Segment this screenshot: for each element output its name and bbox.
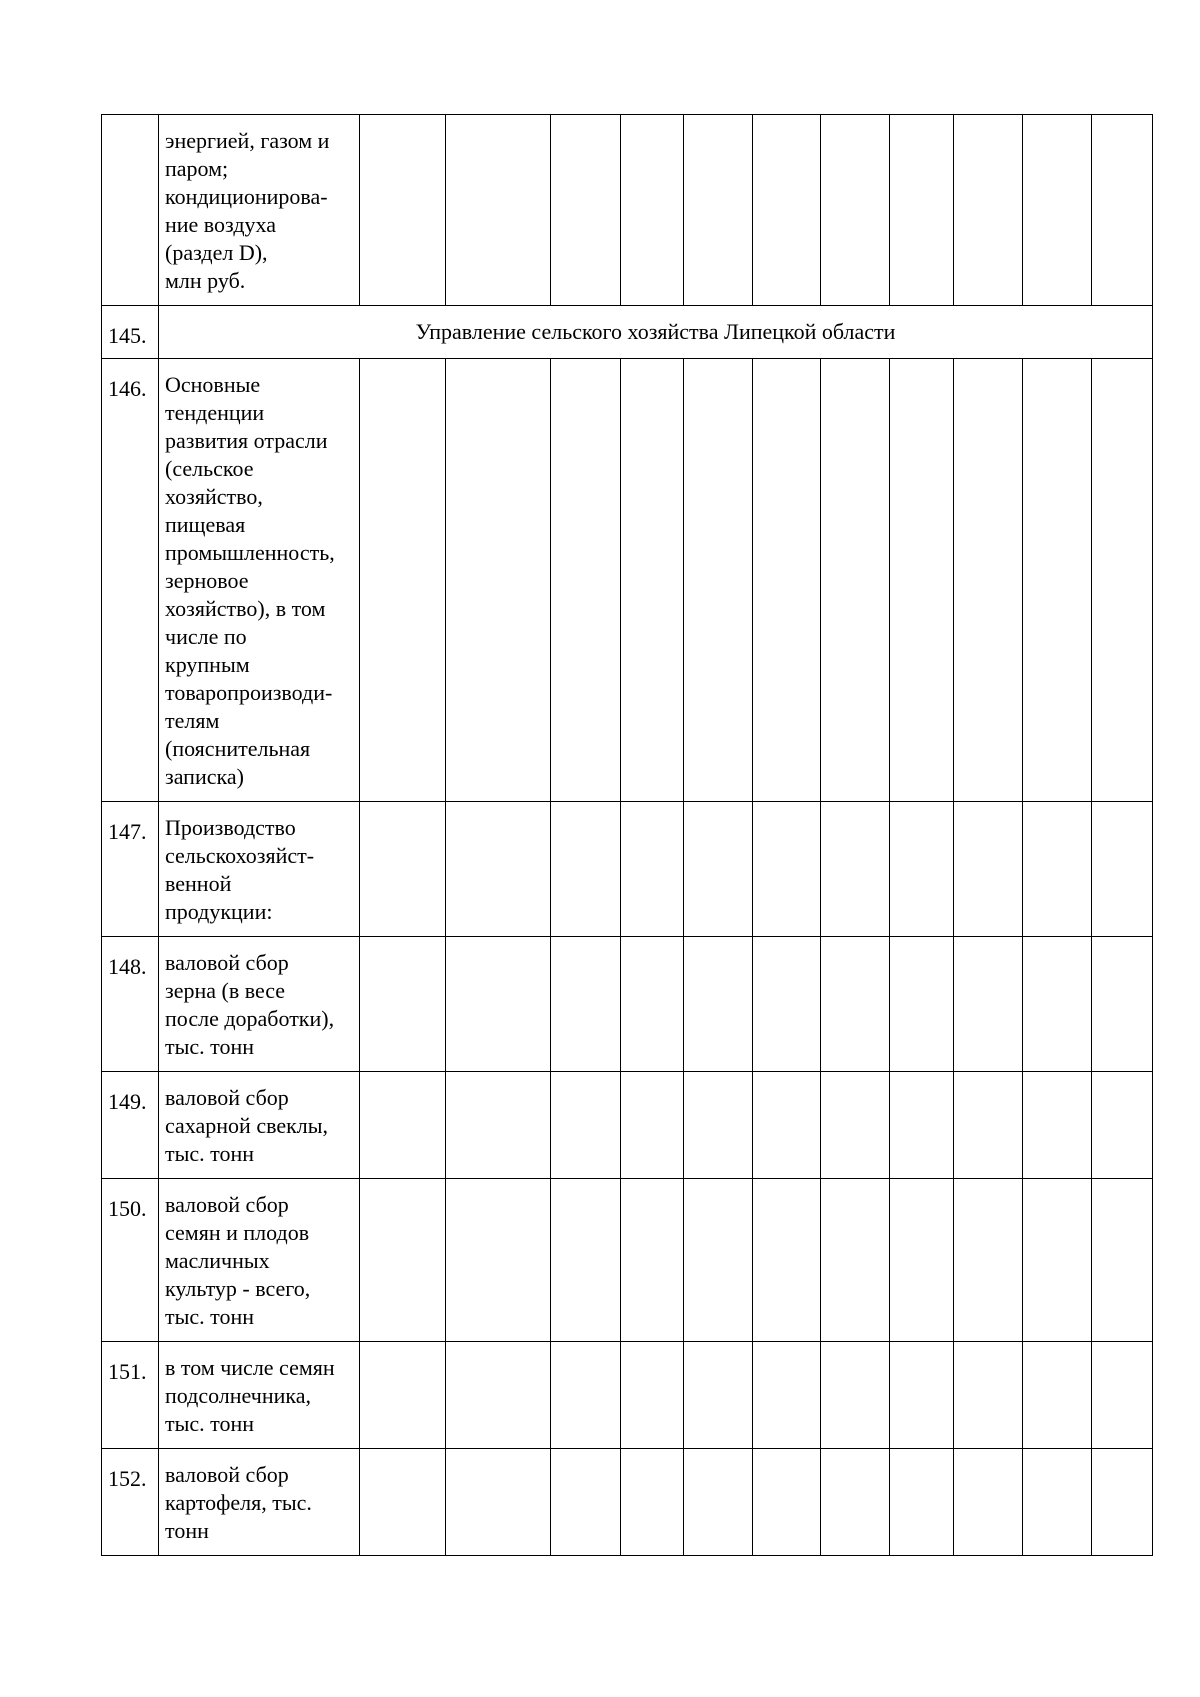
value-cell [684, 115, 753, 306]
row-number: 150. [102, 1179, 159, 1342]
value-cell [684, 1072, 753, 1179]
value-cell [621, 115, 684, 306]
value-cell [890, 359, 954, 802]
value-cell [954, 115, 1023, 306]
value-cell [684, 802, 753, 937]
value-cell [446, 937, 551, 1072]
table-row [102, 115, 1153, 306]
indicator-name: в том числе семян подсолнечника, тыс. тонн [159, 1342, 360, 1449]
value-cell [821, 1179, 890, 1342]
value-cell [1023, 1342, 1092, 1449]
table-row [102, 937, 1153, 1072]
value-cell [890, 1179, 954, 1342]
value-cell [551, 1449, 621, 1556]
value-cell [753, 1449, 821, 1556]
value-cell [890, 937, 954, 1072]
value-cell [954, 1342, 1023, 1449]
value-cell [621, 1179, 684, 1342]
value-cell [1092, 115, 1153, 306]
indicator-name: Производство сельскохозяйст- венной продукции: [159, 802, 360, 937]
value-cell [684, 937, 753, 1072]
value-cell [446, 1179, 551, 1342]
value-cell [360, 937, 446, 1072]
value-cell [821, 937, 890, 1072]
value-cell [753, 1179, 821, 1342]
value-cell [1092, 937, 1153, 1072]
value-cell [821, 359, 890, 802]
row-number: 152. [102, 1449, 159, 1556]
value-cell [753, 802, 821, 937]
value-cell [1023, 937, 1092, 1072]
value-cell [1092, 1449, 1153, 1556]
value-cell [954, 802, 1023, 937]
value-cell [446, 359, 551, 802]
indicators-table [101, 114, 1153, 1556]
value-cell [684, 359, 753, 802]
value-cell [446, 802, 551, 937]
value-cell [1092, 1179, 1153, 1342]
value-cell [1023, 359, 1092, 802]
table-row [102, 306, 1153, 359]
value-cell [753, 359, 821, 802]
value-cell [890, 802, 954, 937]
value-cell [684, 1449, 753, 1556]
indicator-name: валовой сбор сахарной свеклы, тыс. тонн [159, 1072, 360, 1179]
row-number: 149. [102, 1072, 159, 1179]
value-cell [1092, 359, 1153, 802]
value-cell [446, 1072, 551, 1179]
value-cell [821, 1342, 890, 1449]
value-cell [954, 1449, 1023, 1556]
table-row [102, 359, 1153, 802]
value-cell [1023, 1449, 1092, 1556]
value-cell [684, 1342, 753, 1449]
value-cell [551, 802, 621, 937]
value-cell [360, 1072, 446, 1179]
indicator-name: валовой сбор зерна (в весе после доработки), тыс. тонн [159, 937, 360, 1072]
value-cell [621, 937, 684, 1072]
value-cell [753, 937, 821, 1072]
value-cell [360, 1342, 446, 1449]
value-cell [551, 115, 621, 306]
value-cell [954, 937, 1023, 1072]
row-number: 146. [102, 359, 159, 802]
row-number: 148. [102, 937, 159, 1072]
indicator-name: Основные тенденции развития отрасли (сельское хозяйство, пищевая промышленность, зерновое хозяйство), в том числе по крупным товаропроизводи- телям (пояснительная записка) [159, 359, 360, 802]
value-cell [753, 115, 821, 306]
value-cell [821, 1072, 890, 1179]
value-cell [621, 802, 684, 937]
table-row [102, 1072, 1153, 1179]
value-cell [551, 359, 621, 802]
value-cell [890, 1072, 954, 1179]
value-cell [1023, 802, 1092, 937]
value-cell [890, 1449, 954, 1556]
indicator-name: энергией, газом и паром; кондиционирова- ние воздуха (раздел D), млн руб. [159, 115, 360, 306]
row-number [102, 115, 159, 306]
value-cell [360, 1179, 446, 1342]
indicator-name: валовой сбор семян и плодов масличных культур - всего, тыс. тонн [159, 1179, 360, 1342]
table-row [102, 802, 1153, 937]
table-row [102, 1342, 1153, 1449]
row-number: 145. [102, 306, 159, 359]
value-cell [360, 802, 446, 937]
value-cell [821, 802, 890, 937]
row-number: 151. [102, 1342, 159, 1449]
value-cell [551, 1072, 621, 1179]
value-cell [1023, 1179, 1092, 1342]
table-row [102, 1179, 1153, 1342]
value-cell [1092, 1072, 1153, 1179]
value-cell [360, 1449, 446, 1556]
indicator-name: валовой сбор картофеля, тыс. тонн [159, 1449, 360, 1556]
value-cell [551, 1342, 621, 1449]
value-cell [684, 1179, 753, 1342]
value-cell [621, 1072, 684, 1179]
table-body [102, 115, 1153, 1556]
value-cell [954, 1179, 1023, 1342]
value-cell [821, 115, 890, 306]
value-cell [954, 1072, 1023, 1179]
value-cell [446, 1449, 551, 1556]
value-cell [890, 1342, 954, 1449]
value-cell [753, 1342, 821, 1449]
value-cell [753, 1072, 821, 1179]
value-cell [821, 1449, 890, 1556]
value-cell [1092, 1342, 1153, 1449]
value-cell [360, 359, 446, 802]
value-cell [621, 1449, 684, 1556]
value-cell [890, 115, 954, 306]
section-header: Управление сельского хозяйства Липецкой области [159, 306, 1153, 359]
table-row [102, 1449, 1153, 1556]
value-cell [446, 115, 551, 306]
value-cell [1092, 802, 1153, 937]
value-cell [621, 359, 684, 802]
value-cell [621, 1342, 684, 1449]
value-cell [551, 937, 621, 1072]
value-cell [1023, 1072, 1092, 1179]
value-cell [1023, 115, 1092, 306]
value-cell [446, 1342, 551, 1449]
row-number: 147. [102, 802, 159, 937]
value-cell [551, 1179, 621, 1342]
value-cell [954, 359, 1023, 802]
value-cell [360, 115, 446, 306]
